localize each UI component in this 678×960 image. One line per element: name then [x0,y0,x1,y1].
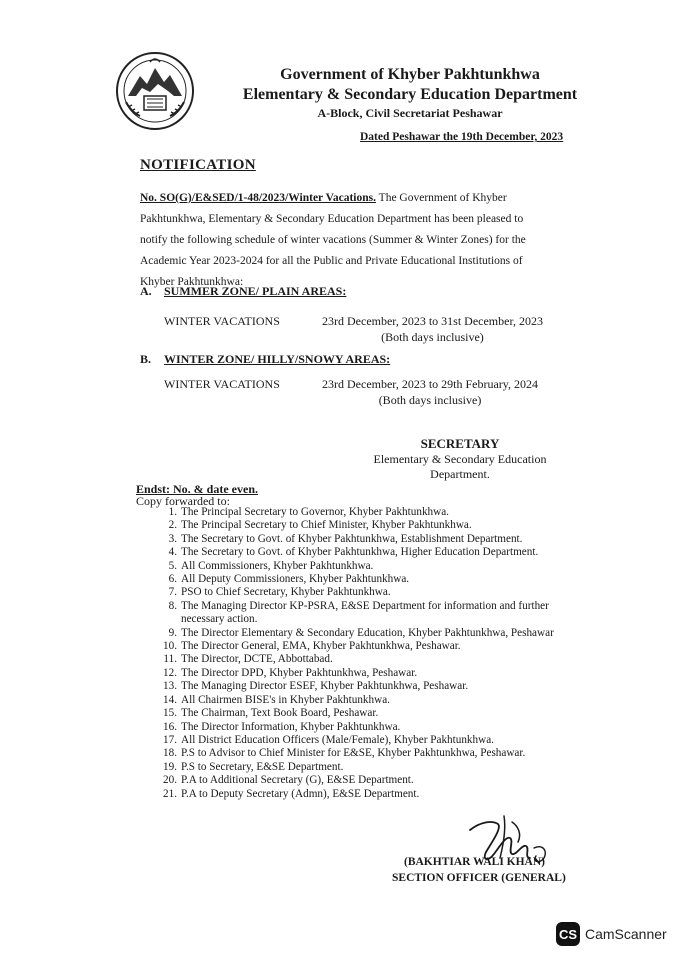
list-item [148,667,588,680]
vacation-note: (Both days inclusive) [381,330,484,344]
list-item-text: P.S to Advisor to Chief Minister for E&SE, Khyber Pakhtunkhwa, Peshawar. [181,747,526,760]
list-item [148,533,588,546]
section-title: SUMMER ZONE/ PLAIN AREAS: [164,284,347,298]
list-item-text: The Principal Secretary to Governor, Khyber Pakhtunkhwa. [181,506,449,518]
list-item-text: P.S to Secretary, E&SE Department. [181,760,344,773]
section-letter: B. [140,352,152,366]
list-item-number: 9. [168,626,177,639]
list-item-text: The Principal Secretary to Chief Minister, Khyber Pakhtunkhwa. [181,519,472,532]
list-item [148,653,588,666]
list-item [148,573,588,586]
copy-forwarded-label: Copy forwarded to: [136,494,230,508]
camscanner-logo-icon: CS [556,922,580,946]
handwritten-signature [452,808,562,880]
notification-title: NOTIFICATION [140,157,256,173]
list-item-number: 18. [163,747,177,760]
camscanner-watermark [556,922,667,946]
notification-reference: No. SO(G)/E&SED/1-48/2023/Winter Vacations. [140,192,376,204]
header-department: Elementary & Secondary Education Department [242,86,578,103]
signatory-department-line1: Elementary & Secondary Education [373,452,547,466]
camscanner-label: CamScanner [585,926,667,942]
section-b-dates [322,376,538,408]
government-emblem-icon [114,50,196,132]
list-item-number: 11. [163,653,177,666]
list-item-number: 19. [163,760,177,773]
vacation-dates: 23rd December, 2023 to 29th February, 2024 [322,377,539,391]
list-item-text: The Chairman, Text Book Board, Peshawar. [181,707,379,720]
list-item [148,560,588,573]
header-government: Government of Khyber Pakhtunkhwa [280,66,540,83]
list-item-number: 10. [163,640,177,653]
section-a-dates [322,313,543,345]
list-item [148,707,588,720]
list-item-text: The Director Elementary & Secondary Education, Khyber Pakhtunkhwa, Peshawar [181,626,554,639]
list-item-number: 17. [163,733,177,746]
list-item-number: 21. [163,787,177,800]
list-item [148,788,588,801]
list-item-text: P.A to Deputy Secretary (Admn), E&SE Department. [181,787,420,800]
list-item [148,586,588,599]
list-item-text: The Director General, EMA, Khyber Pakhtunkhwa, Peshawar. [181,640,461,653]
list-item-number: 4. [168,546,177,559]
list-item-text: The Managing Director KP-PSRA, E&SE Department for information and further necessary action. [181,599,549,626]
signatory-title: SECRETARY [420,436,500,451]
list-item [148,519,588,532]
copy-forwarded-list [148,506,588,801]
list-item [148,640,588,653]
list-item [148,721,588,734]
list-item-text: All District Education Officers (Male/Female), Khyber Pakhtunkhwa. [181,733,494,746]
list-item-number: 5. [168,559,177,572]
notification-body [140,188,550,293]
list-item-text: PSO to Chief Secretary, Khyber Pakhtunkhwa. [181,586,391,599]
section-letter: A. [140,284,152,298]
section-officer-title: SECTION OFFICER (GENERAL) [392,872,566,884]
notification-text: The Government of Khyber Pakhtunkhwa, Elementary & Secondary Education Department has been pleased to notify the following schedule of winter vacations (Summer & Winter Zones) for the Academic Year 2023-2024 for all the Public and Private Educational Institutions of Khyber Pakhtunkhwa: [140,192,526,288]
list-item [148,506,588,519]
list-item-text: The Secretary to Govt. of Khyber Pakhtunkhwa, Establishment Department. [181,532,523,545]
list-item-number: 12. [163,666,177,679]
list-item [148,761,588,774]
list-item-text: All Deputy Commissioners, Khyber Pakhtunkhwa. [181,573,410,586]
section-officer-name: (BAKHTIAR WALI KHAN) [404,856,545,868]
list-item-text: All Chairmen BISE's in Khyber Pakhtunkhwa. [181,693,390,706]
list-item-number: 15. [163,707,177,720]
list-item [148,680,588,693]
list-item [148,600,588,627]
section-b-label: WINTER VACATIONS [164,377,280,391]
list-item [148,627,588,640]
list-item-text: The Secretary to Govt. of Khyber Pakhtunkhwa, Higher Education Department. [181,546,539,559]
section-b-heading [140,352,390,367]
header-address: A-Block, Civil Secretariat Peshawar [317,106,503,120]
list-item [148,734,588,747]
list-item-text: The Director DPD, Khyber Pakhtunkhwa, Peshawar. [181,666,418,679]
list-item-text: All Commissioners, Khyber Pakhtunkhwa. [181,559,374,572]
list-item [148,546,588,559]
list-item-number: 8. [168,599,177,612]
vacation-note: (Both days inclusive) [378,393,482,407]
section-a-heading [140,284,346,299]
list-item [148,747,588,760]
list-item-text: P.A to Additional Secretary (G), E&SE Department. [181,774,414,787]
list-item-number: 6. [168,573,177,586]
vacation-dates: 23rd December, 2023 to 31st December, 2023 [322,314,543,328]
list-item-text: The Managing Director ESEF, Khyber Pakhtunkhwa, Peshawar. [181,680,469,693]
signatory-department-line2: Department. [430,467,490,481]
section-a-label: WINTER VACATIONS [164,314,280,328]
list-item-number: 16. [163,720,177,733]
list-item-number: 2. [168,519,177,532]
list-item-number: 14. [163,693,177,706]
list-item-number: 7. [168,586,177,599]
list-item-number: 13. [163,680,177,693]
list-item-number: 3. [168,532,177,545]
list-item-number: 20. [163,774,177,787]
date-line: Dated Peshawar the 19th December, 2023 [360,131,564,143]
list-item-text: The Director, DCTE, Abbottabad. [181,653,333,666]
list-item-text: The Director Information, Khyber Pakhtunkhwa. [181,720,401,733]
endorsement-number: Endst: No. & date even. [136,482,258,496]
list-item [148,694,588,707]
section-title: WINTER ZONE/ HILLY/SNOWY AREAS: [164,352,391,366]
list-item [148,774,588,787]
list-item-number: 1. [168,506,177,518]
